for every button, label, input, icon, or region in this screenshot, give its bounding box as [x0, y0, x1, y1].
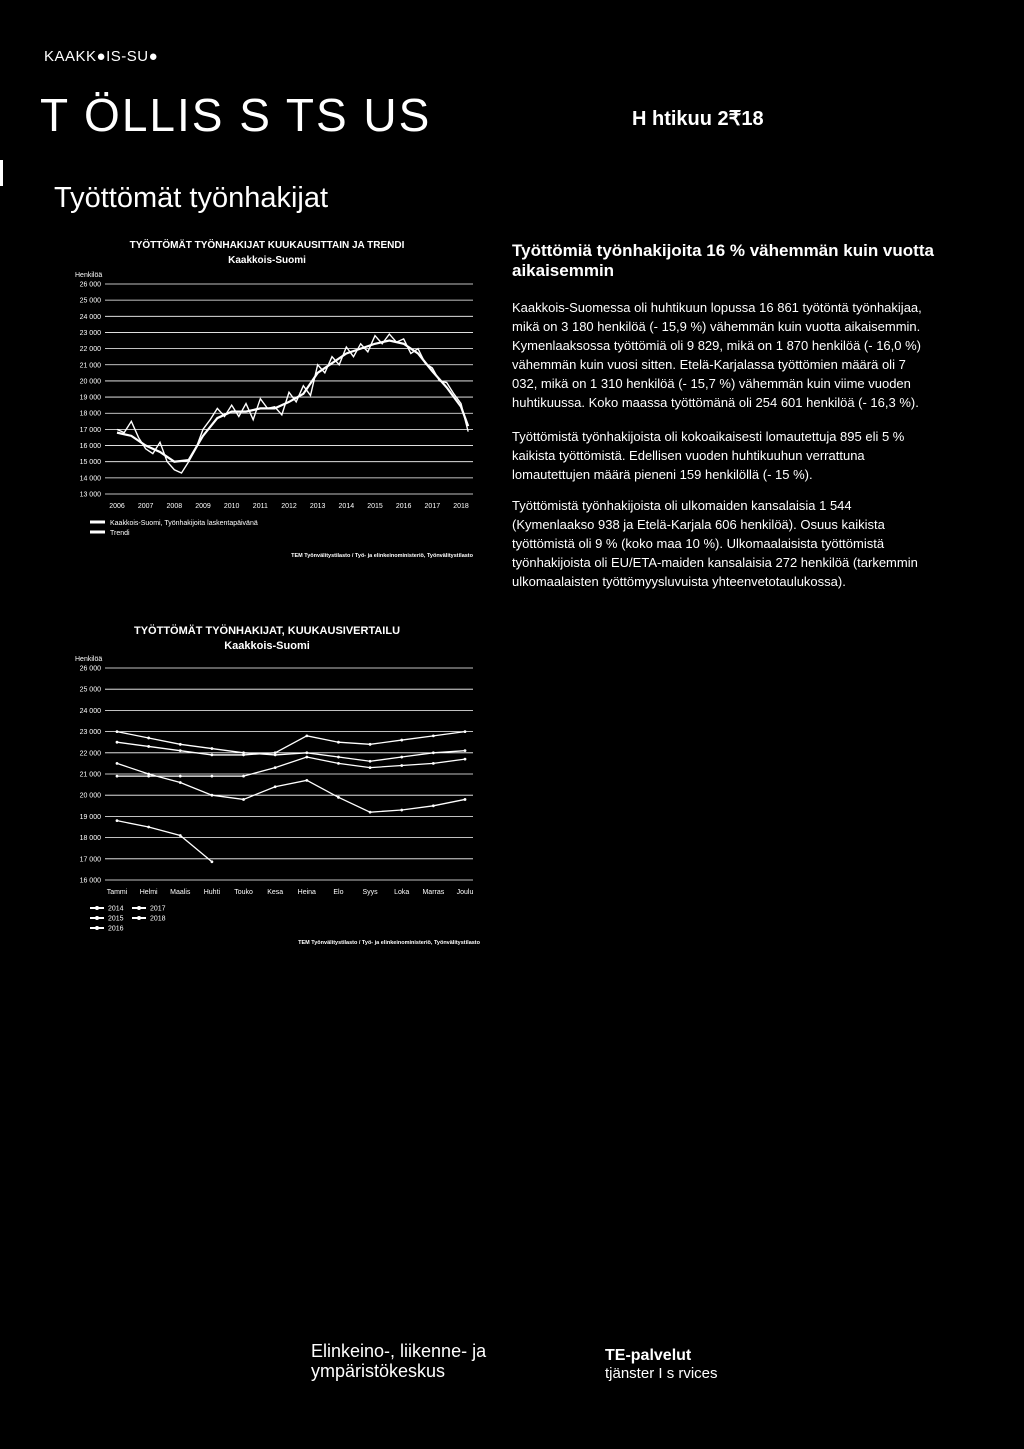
- data-point: [369, 743, 372, 746]
- chart-subtitle: Kaakkois-Suomi: [228, 255, 306, 266]
- data-point: [179, 743, 182, 746]
- legend-marker: [95, 926, 99, 930]
- ely-logo-line-2: ympäristökeskus: [311, 1361, 446, 1381]
- x-tick-label: 2015: [367, 503, 383, 510]
- x-tick-label: 2010: [223, 503, 240, 510]
- y-axis-label: Henkilöä: [75, 656, 103, 663]
- x-tick-label: Marras: [422, 889, 445, 896]
- y-tick-label: 17 000: [79, 426, 101, 434]
- data-point: [116, 741, 119, 744]
- y-tick-label: 25 000: [79, 686, 101, 694]
- data-point: [432, 734, 435, 737]
- data-point: [211, 860, 214, 863]
- x-tick-label: 2009: [195, 503, 211, 510]
- legend-marker: [95, 916, 99, 920]
- x-tick-label: Huhti: [203, 889, 221, 896]
- legend-label-series: Kaakkois-Suomi, Työnhakijoita laskentapäivänä: [110, 520, 258, 527]
- data-point: [274, 754, 277, 757]
- y-tick-label: 26 000: [79, 665, 101, 673]
- chart-subtitle: Kaakkois-Suomi: [224, 640, 310, 652]
- article-paragraph-3: Työttömistä työnhakijoista oli ulkomaiden kansalaisia 1 544 (Kymenlaakso 938 ja Etelä-Karjala 606 henkilöä). Osuus kaikista työttömistä oli 9 % (koko maa 10 %). Ulkomaalaisista työttömistä työnhakijoista oli EU/ETA-maiden kansalaisia 272 henkilöä (tarkemmin ulkomaalaisten työttömyysluvuista yhteenvetotaulukossa).: [512, 498, 918, 589]
- data-point: [400, 756, 403, 759]
- legend-label: 2018: [150, 915, 166, 923]
- region-label: KAAKK●IS-SU●: [44, 48, 159, 65]
- x-tick-label: 2008: [166, 503, 183, 510]
- data-point: [179, 781, 182, 784]
- data-point: [147, 826, 150, 829]
- data-point: [464, 730, 467, 733]
- legend-label: 2017: [150, 905, 166, 913]
- data-point: [432, 762, 435, 765]
- legend-marker: [137, 916, 141, 920]
- x-tick-label: 2006: [109, 503, 125, 510]
- y-axis-label: Henkilöä: [75, 272, 103, 279]
- chart-title: TYÖTTÖMÄT TYÖNHAKIJAT KUUKAUSITTAIN JA TRENDI: [129, 240, 405, 251]
- te-services-logo-title: TE-palvelut: [605, 1347, 692, 1364]
- y-tick-label: 17 000: [79, 856, 101, 864]
- data-point: [305, 751, 308, 754]
- data-point: [242, 775, 245, 778]
- data-point: [211, 775, 214, 778]
- x-tick-label: 2011: [252, 503, 268, 510]
- y-tick-label: 22 000: [79, 346, 101, 354]
- x-tick-label: 2013: [309, 503, 326, 510]
- data-point: [179, 834, 182, 837]
- data-point: [369, 766, 372, 769]
- data-point: [337, 756, 340, 759]
- data-point: [432, 751, 435, 754]
- legend-marker: [95, 906, 99, 910]
- article-paragraph-1: Kaakkois-Suomessa oli huhtikuun lopussa 16 861 työtöntä työnhakijaa, mikä on 3 180 henkilöä (- 15,9 %) vähemmän kuin vuotta aikaisemmin. Kymenlaaksossa työttömiä oli 9 829, mikä on 1 870 henkilöä (- 16,0 %) vähemmän kuin vuosi sitten. Etelä-Karjalassa työttömien määrä oli 7 032, mikä on 1 310 henkilöä (- 15,7 %) vähemmän kuin viime vuoden huhtikuussa. Koko maassa työttömänä oli 254 601 henkilöä (- 16,3 %).: [512, 300, 922, 410]
- data-point: [305, 756, 308, 759]
- series-line: [117, 732, 465, 755]
- article-paragraph-2: Työttömistä työnhakijoista oli kokoaikaisesti lomautettuja 895 eli 5 % kaikista työttömistä. Edellisen vuoden huhtikuuhun verrattuna lomautettujen määrä pieneni 159 henkilöllä (- 15 %).: [512, 429, 905, 482]
- trend-line: [117, 341, 468, 462]
- y-tick-label: 18 000: [79, 410, 101, 418]
- margin-marker: [0, 160, 3, 186]
- data-point: [400, 739, 403, 742]
- x-tick-label: Heina: [297, 889, 316, 896]
- x-tick-label: Maalis: [170, 889, 191, 896]
- x-tick-label: Loka: [394, 889, 410, 896]
- data-point: [464, 749, 467, 752]
- ely-logo-line-1: Elinkeino-, liikenne- ja: [311, 1341, 487, 1361]
- data-point: [305, 779, 308, 782]
- data-point: [464, 798, 467, 801]
- legend-label: 2014: [108, 905, 124, 913]
- trend-chart-svg: [55, 232, 480, 562]
- y-tick-label: 19 000: [79, 394, 101, 402]
- data-point: [305, 734, 308, 737]
- monthly-comparison-chart: [55, 618, 485, 948]
- y-tick-label: 16 000: [79, 443, 101, 451]
- data-point: [369, 811, 372, 814]
- series-line: [117, 821, 212, 862]
- data-point: [242, 751, 245, 754]
- y-tick-label: 26 000: [79, 281, 101, 289]
- y-tick-label: 23 000: [79, 729, 101, 737]
- x-tick-label: 2016: [395, 503, 412, 510]
- data-point: [337, 796, 340, 799]
- trend-chart: [55, 232, 480, 562]
- document-title: T ÖLLIS S TS US: [40, 89, 432, 141]
- y-tick-label: 25 000: [79, 297, 101, 305]
- y-tick-label: 20 000: [79, 378, 101, 386]
- series-line: [117, 757, 465, 776]
- data-point: [274, 785, 277, 788]
- data-point: [242, 798, 245, 801]
- document-date: H htikuu 2₹18: [632, 108, 764, 130]
- ely-centre-logo: [311, 1341, 486, 1381]
- legend-marker: [137, 906, 141, 910]
- monthly-comparison-chart-svg: [55, 618, 485, 948]
- legend-label-trend: Trendi: [110, 530, 130, 537]
- y-tick-label: 22 000: [79, 750, 101, 758]
- y-tick-label: 24 000: [79, 707, 101, 715]
- data-point: [464, 758, 467, 761]
- data-point: [369, 760, 372, 763]
- series-line: [117, 763, 465, 812]
- x-tick-label: 2017: [424, 503, 441, 510]
- chart-source: TEM Työnvälitystilasto / Työ- ja elinkeinoministeriö, Työnvälitystilasto: [298, 940, 480, 946]
- data-point: [116, 762, 119, 765]
- data-point: [211, 747, 214, 750]
- legend-label: 2016: [108, 925, 124, 933]
- data-point: [116, 730, 119, 733]
- data-point: [337, 762, 340, 765]
- x-tick-label: Kesa: [267, 889, 284, 896]
- y-tick-label: 16 000: [79, 877, 101, 885]
- data-point: [211, 794, 214, 797]
- legend-label: 2015: [108, 915, 124, 923]
- data-point: [116, 775, 119, 778]
- x-tick-label: Tammi: [106, 889, 128, 896]
- data-point: [179, 775, 182, 778]
- series-line: [117, 334, 468, 473]
- x-tick-label: Touko: [234, 889, 253, 896]
- legend: [90, 520, 258, 537]
- y-tick-label: 21 000: [79, 771, 101, 779]
- data-point: [116, 819, 119, 822]
- x-tick-label: Elo: [333, 889, 344, 896]
- y-tick-label: 15 000: [79, 459, 101, 467]
- x-tick-label: 2014: [338, 503, 355, 510]
- article-heading: Työttömiä työnhakijoita 16 % vähemmän kuin vuotta aikaisemmin: [512, 241, 934, 280]
- y-tick-label: 20 000: [79, 792, 101, 800]
- series-line: [117, 732, 465, 762]
- y-tick-label: 23 000: [79, 329, 101, 337]
- section-title: Työttömät työnhakijat: [54, 182, 329, 214]
- y-tick-label: 13 000: [79, 491, 101, 499]
- te-services-logo-subtitle: tjänster I s rvices: [605, 1365, 718, 1382]
- data-point: [147, 737, 150, 740]
- data-point: [432, 804, 435, 807]
- y-tick-label: 14 000: [79, 475, 101, 483]
- data-point: [147, 745, 150, 748]
- data-point: [337, 741, 340, 744]
- x-tick-label: Helmi: [139, 889, 158, 896]
- x-tick-label: 2018: [453, 503, 469, 510]
- y-tick-label: 21 000: [79, 362, 101, 370]
- y-tick-label: 19 000: [79, 813, 101, 821]
- data-point: [400, 809, 403, 812]
- data-point: [211, 754, 214, 757]
- data-point: [147, 773, 150, 776]
- y-tick-label: 18 000: [79, 835, 101, 843]
- x-tick-label: Joulu: [456, 889, 474, 896]
- x-tick-label: 2012: [281, 503, 297, 510]
- chart-title: TYÖTTÖMÄT TYÖNHAKIJAT, KUUKAUSIVERTAILU: [133, 625, 401, 637]
- data-point: [274, 766, 277, 769]
- data-point: [179, 749, 182, 752]
- chart-source: TEM Työnvälitystilasto / Työ- ja elinkeinoministeriö, Työnvälitystilasto: [291, 553, 473, 559]
- x-tick-label: Syys: [362, 889, 378, 896]
- x-tick-label: 2007: [137, 503, 154, 510]
- data-point: [400, 764, 403, 767]
- y-tick-label: 24 000: [79, 313, 101, 321]
